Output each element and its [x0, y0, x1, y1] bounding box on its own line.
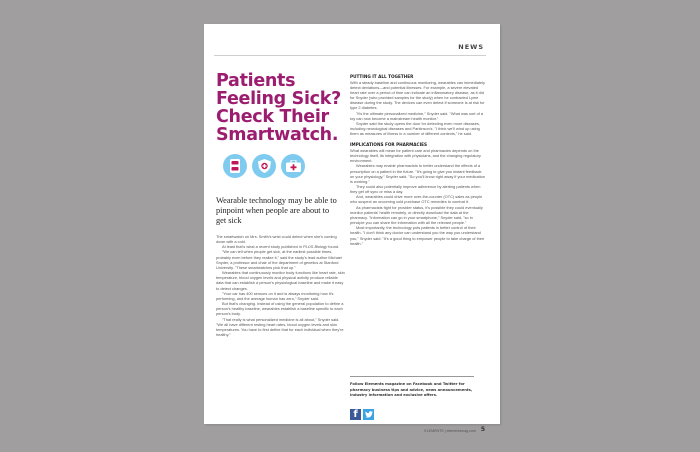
facebook-glyph: f [353, 409, 358, 420]
follow-callout: Follow Elements magazine on Facebook and Twitter for pharmacy business tips and advice, news announcements, industry information and exclusive offers. [350, 382, 473, 398]
body-paragraph: With a steady baseline and continuous monitoring, wearables can immediately detect deviations—and potential illnesses. For example, a severe elevated heart rate over a period of time can indicate an inflammatory disease, as it did for Snyder (who provided samples for the study) when he contracted Lyme disease during the study. The devices can even detect if someone is at risk for type 2 diabetes. [350, 79, 485, 111]
section-label: NEWS [458, 43, 484, 51]
body-paragraph: As pharmacists fight for provider status, it's possible they could eventually monitor patients' health remotely, or directly download the data at the pharmacy. "Information can go in your smartphone," Snyder said, "so in principle you can share the information with all the relevant people." [350, 204, 483, 226]
headline-line: Patients [216, 71, 296, 91]
body-paragraph: They could also potentially improve adherence by alerting patients when they get off sync or miss a day. [350, 184, 481, 195]
body-paragraph: Wearables that continuously monitor body functions like heart rate, skin temperature, blood oxygen levels and physical activity produce reliable data that can establish a person's physiological baseline and make it easy to detect changes. [216, 270, 345, 291]
magazine-page [204, 24, 500, 433]
page-footer: ELEMENTS | elementsmag.com [424, 429, 476, 433]
headline-line: Check Their [216, 107, 329, 127]
section-heading: IMPLICATIONS FOR PHARMACIES [350, 142, 428, 148]
body-paragraph: "That really is what personalized medicine is all about," Snyder said. "We all have different resting heart rates, blood oxygen levels and skin temperatures. You have to first define that for each individual when they're healthy." [216, 316, 344, 337]
left-text-column [216, 234, 345, 337]
facebook-icon[interactable] [350, 409, 361, 420]
twitter-icon[interactable] [363, 409, 374, 420]
header-divider [214, 55, 486, 56]
journal-name: PLOS Biology [302, 244, 328, 250]
body-paragraph: But that's changing. Instead of using the general population to define a person's healthy baseline, wearables establish a baseline specific to each person's body. [216, 301, 344, 317]
social-links [350, 409, 374, 420]
follow-divider [350, 376, 474, 377]
article-subhead: Wearable technology may be able to pinpoint when people are about to get sick [216, 196, 337, 225]
body-paragraph: Most importantly, the technology puts patients in better control of their health. "I don't think any doctor can understand you the way you understand you," Snyder said. "It's a good thing to empower people to take charge of their health." [350, 225, 485, 246]
body-paragraph: "Your car has 400 sensors on it and is always monitoring how it's performing, and the average human has zero," Snyder said. [216, 290, 334, 301]
section-heading: PUTTING IT ALL TOGETHER [350, 74, 414, 79]
body-paragraph: What wearables will mean for patient care and pharmacies depends on the technology itself, its integration with physicians, and the changing regulatory environment. [350, 147, 481, 164]
body-paragraph: The smartwatch on Mrs. Smith's wrist could detect when she's coming down with a cold. [216, 234, 337, 245]
body-paragraph: And, wearables could drive more over-the-counter (OTC) sales as people who suspect an oncoming cold purchase OTC remedies to combat it. [350, 194, 483, 205]
headline-line: Feeling Sick? [216, 89, 341, 109]
body-paragraph: At least that's what a recent study published in PLOS Biology found. [222, 244, 340, 250]
icon-row [223, 154, 305, 178]
shield-cross-icon [252, 154, 276, 178]
page-number: 5 [480, 426, 485, 433]
pill-bottle-icon [223, 154, 247, 178]
headline-line: Smartwatch. [216, 125, 339, 145]
first-aid-kit-icon [281, 154, 305, 178]
right-text-column [350, 74, 486, 246]
article-headline [216, 72, 346, 144]
body-paragraph: Snyder said the study opens the door for detecting even more diseases, including neurological diseases and Parkinson's. "I think we'll wind up using them as measures of illness in a number of different contexts," he said. [350, 120, 480, 137]
body-paragraph: "It's the ultimate personalized medicine," Snyder said. "What was sort of a toy can now become a mainstream health monitor." [350, 110, 484, 121]
body-paragraph: "We can tell when people get sick, at the earliest possible times, probably even before they realize it," said the study's lead author Michael Snyder, a professor and chair of the department of genetics at Stanford University. "These smartwatches pick that up." [216, 249, 342, 270]
body-paragraph: Wearables may enable pharmacists to better understand the effects of a prescription on a patient in the future. "It's going to give you instant feedback on your physiology," Snyder said. "So you'll know right away if your medication is working." [350, 163, 485, 184]
